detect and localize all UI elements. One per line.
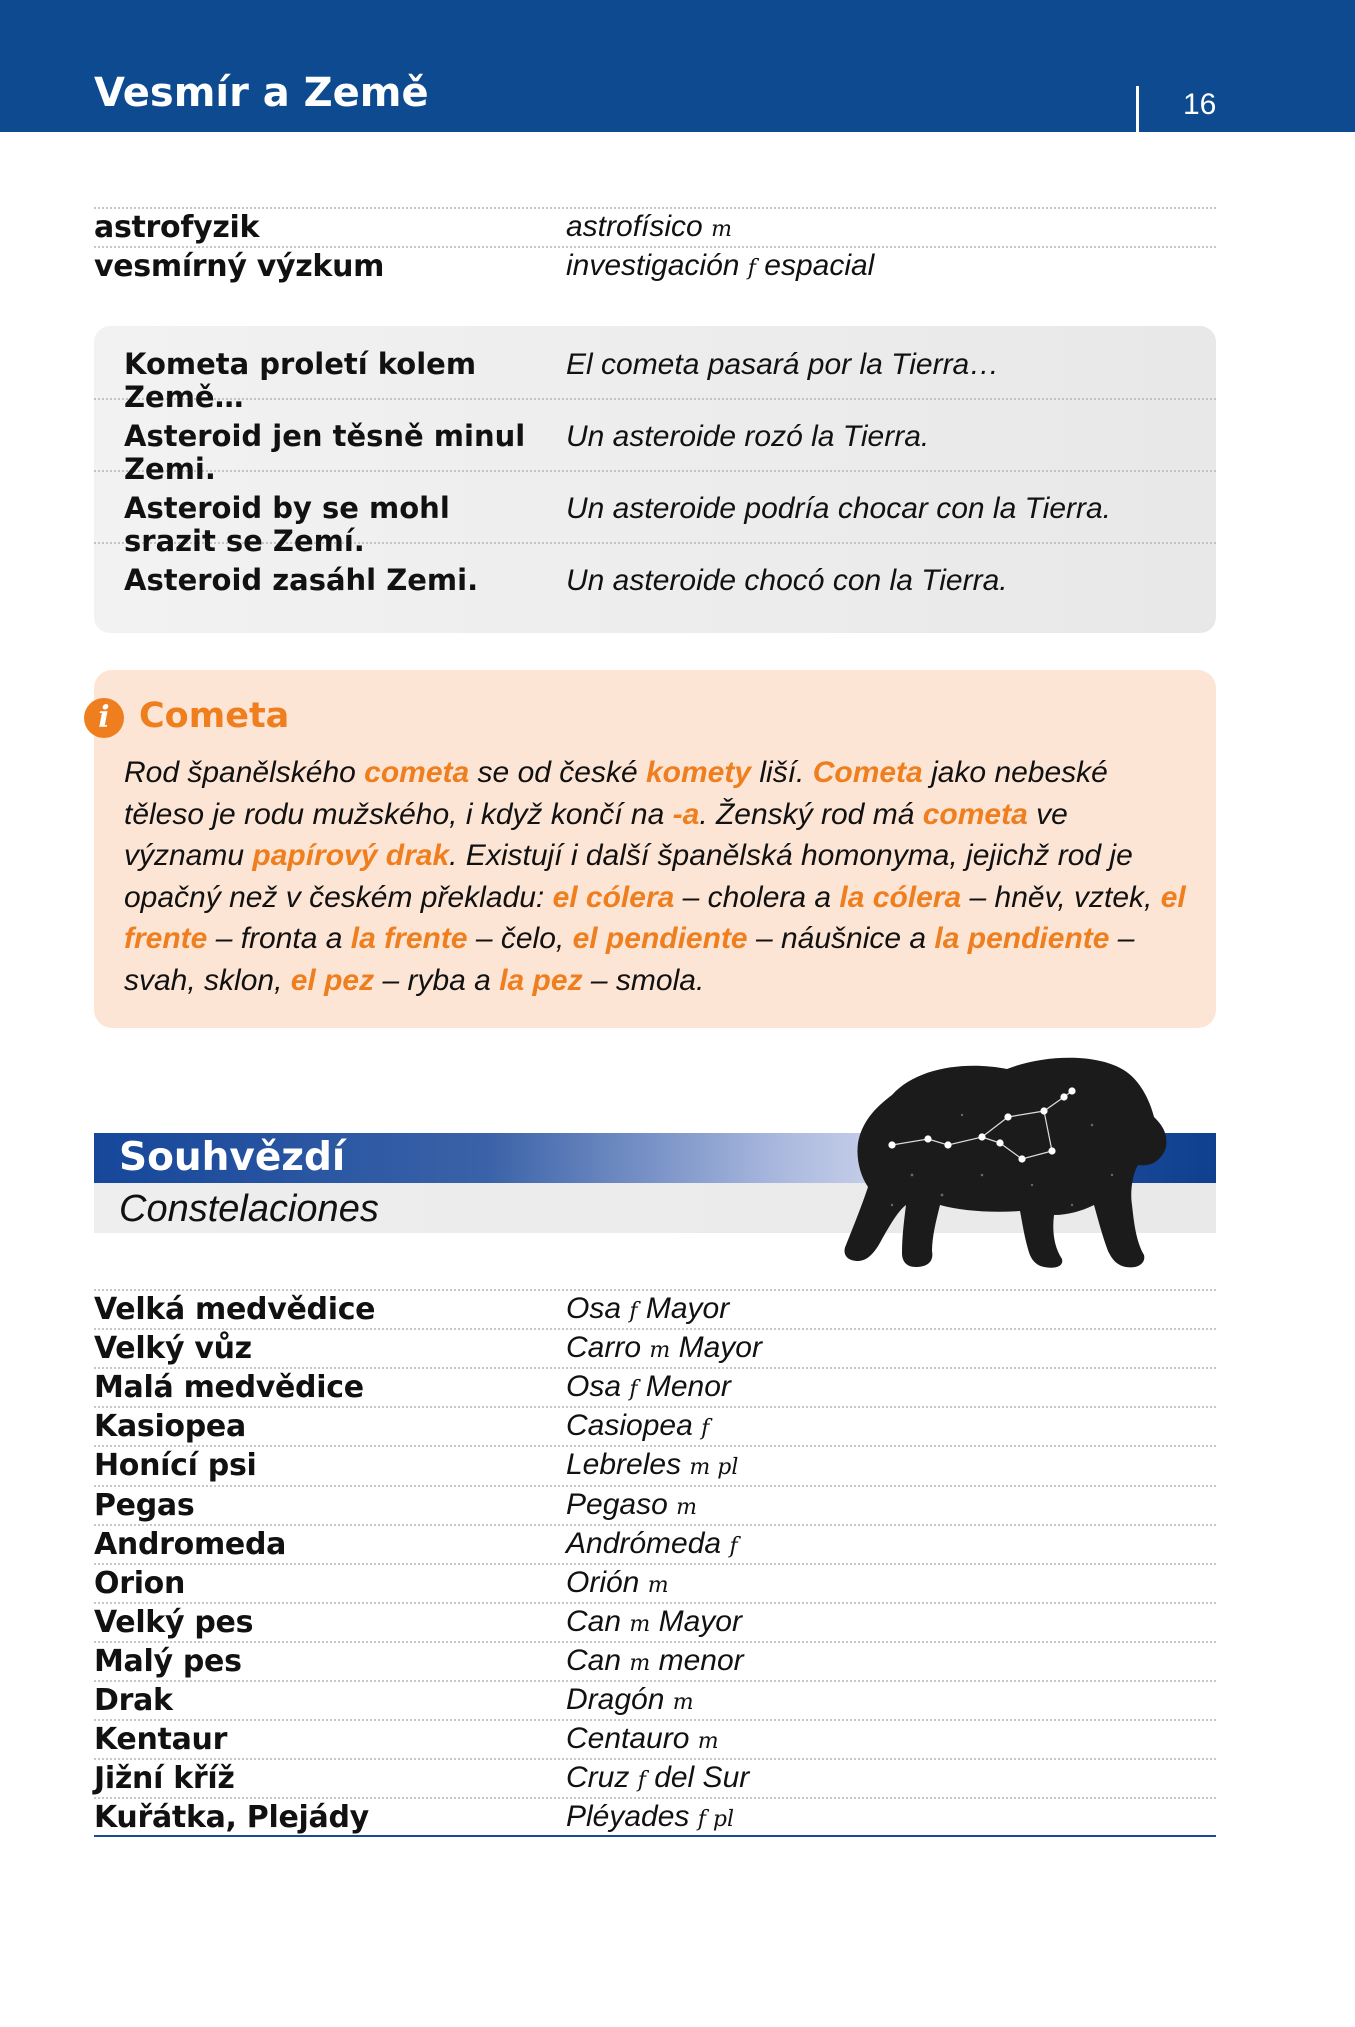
phrase-row <box>94 326 1216 414</box>
phrase-es: Un asteroide podría chocar con la Tierra. <box>566 492 1112 525</box>
gender-tag: m <box>711 217 732 242</box>
info-text-segment: – svah, sklon, <box>124 922 1135 997</box>
constellation-cz: Orion <box>94 1565 186 1601</box>
constellation-es: Can m Mayor <box>566 1604 742 1638</box>
gender-tag: f pl <box>697 1807 735 1833</box>
vocab-cz: astrofyzik <box>94 210 260 245</box>
constellation-cz: Jižní kříž <box>94 1761 235 1797</box>
gender-tag: f <box>701 1416 710 1442</box>
phrase-row <box>94 542 1216 614</box>
gender-tag: m <box>676 1494 697 1520</box>
info-title: Cometa <box>139 696 290 736</box>
info-text-segment: Rod španělského <box>124 756 365 789</box>
info-text <box>124 752 1194 1002</box>
phrase-cz: Asteroid jen těsně minul Zemi. <box>124 419 526 486</box>
highlight-term: el cólera <box>552 880 675 914</box>
info-text-segment: – ryba a <box>374 963 500 997</box>
highlight-term: la cólera <box>839 880 962 914</box>
info-text-segment: – hněv, vztek, <box>961 880 1161 914</box>
constellation-cz: Honící psi <box>94 1448 257 1484</box>
highlight-term: papírový drak <box>252 839 450 873</box>
constellation-row <box>94 1602 1216 1641</box>
phrase-cz: Kometa proletí kolem Země… <box>124 347 477 414</box>
constellation-row <box>94 1406 1216 1445</box>
constellation-cz: Kentaur <box>94 1722 228 1758</box>
phrase-es: Un asteroide rozó la Tierra. <box>566 420 930 453</box>
phrase-box <box>94 326 1216 633</box>
constellation-row <box>94 1524 1216 1563</box>
phrase-cz: Asteroid by se mohl srazit se Zemí. <box>124 491 450 558</box>
gender-tag: m <box>629 1611 651 1637</box>
gender-tag: f <box>629 1377 638 1403</box>
highlight-term: la pez <box>499 963 583 997</box>
constellation-es: Can m menor <box>566 1643 744 1677</box>
phrase-cz: Asteroid zasáhl Zemi. <box>124 563 479 597</box>
highlight-term: el frente <box>124 880 1186 956</box>
phrase-es: Un asteroide chocó con la Tierra. <box>566 564 1008 597</box>
constellation-row <box>94 1289 1216 1328</box>
constellation-row <box>94 1328 1216 1367</box>
constellation-cz: Malý pes <box>94 1643 242 1679</box>
info-text-segment: . Ženský rod má <box>699 797 923 831</box>
constellation-es: Centauro m <box>566 1722 719 1756</box>
constellation-cz: Andromeda <box>94 1526 287 1562</box>
info-text-segment: – cholera a <box>674 880 840 914</box>
constellation-row <box>94 1563 1216 1602</box>
constellation-cz: Velká medvědice <box>94 1292 376 1327</box>
vocab-es: astrofísico m <box>566 210 732 243</box>
section-subtitle: Constelaciones <box>119 1188 379 1230</box>
page-header <box>0 0 1355 132</box>
info-icon: i <box>84 698 124 738</box>
info-text-segment: ve významu <box>124 797 1068 873</box>
constellation-row <box>94 1445 1216 1484</box>
highlight-term: la pendiente <box>934 922 1110 956</box>
gender-tag: f <box>747 256 756 281</box>
info-text-segment: . Existují i další španělská homonyma, jejichž rod je opačný než v českém překladu: <box>124 839 1133 914</box>
gender-tag: f <box>729 1533 738 1559</box>
constellation-row <box>94 1641 1216 1680</box>
constellation-row <box>94 1485 1216 1524</box>
highlight-term: komety <box>645 756 752 789</box>
constellation-cz: Pegas <box>94 1487 195 1523</box>
vocab-cz: vesmírný výzkum <box>94 249 385 284</box>
vocab-row <box>94 246 1216 285</box>
highlight-term: el pez <box>290 963 375 997</box>
gender-tag: m <box>697 1729 719 1755</box>
constellation-es: Osa f Mayor <box>566 1292 730 1325</box>
constellation-row <box>94 1797 1216 1836</box>
info-text-segment: jako nebeské těleso je rodu mužského, i když končí na <box>124 756 1108 831</box>
highlight-term: -a <box>672 797 700 831</box>
info-text-segment: – fronta a <box>207 922 351 956</box>
constellation-cz: Velký pes <box>94 1604 254 1640</box>
constellation-row <box>94 1680 1216 1719</box>
gender-tag: m <box>649 1338 671 1364</box>
gender-tag: m pl <box>689 1455 739 1481</box>
info-text-segment: – náušnice a <box>747 922 935 956</box>
phrase-row <box>94 470 1216 558</box>
vocab-es: investigación f espacial <box>566 249 875 282</box>
constellation-es: Pegaso m <box>566 1487 697 1521</box>
info-text-segment: liší. <box>751 756 813 789</box>
vocab-row <box>94 207 1216 246</box>
constellation-es: Andrómeda f <box>566 1526 738 1560</box>
constellation-es: Pléyades f pl <box>566 1800 735 1834</box>
constellation-cz: Drak <box>94 1683 173 1718</box>
constellation-cz: Velký vůz <box>94 1331 252 1367</box>
constellation-es: Cruz f del Sur <box>566 1761 750 1795</box>
list-bottom-rule <box>94 1835 1216 1837</box>
highlight-term: Cometa <box>812 756 923 789</box>
constellation-es: Orión m <box>566 1565 669 1599</box>
page-number: 16 <box>1183 88 1217 121</box>
phrase-row <box>94 398 1216 486</box>
info-text-segment: se od české <box>469 756 646 789</box>
highlight-term: la frente <box>350 922 468 956</box>
constellation-es: Carro m Mayor <box>566 1331 762 1365</box>
constellation-row <box>94 1367 1216 1406</box>
constellation-es: Lebreles m pl <box>566 1448 739 1482</box>
header-divider <box>1136 86 1139 132</box>
constellation-cz: Kasiopea <box>94 1409 246 1445</box>
highlight-term: cometa <box>922 797 1028 831</box>
section-title: Souhvězdí <box>119 1135 346 1180</box>
constellation-es: Osa f Menor <box>566 1370 731 1404</box>
info-text-segment: – smola. <box>582 963 705 997</box>
bear-constellation-icon <box>832 1055 1168 1270</box>
phrase-es: El cometa pasará por la Tierra… <box>566 348 1000 381</box>
gender-tag: m <box>647 1572 669 1598</box>
info-text-segment: – čelo, <box>467 922 573 956</box>
constellation-row <box>94 1719 1216 1758</box>
highlight-term: cometa <box>364 756 470 789</box>
gender-tag: m <box>672 1690 694 1715</box>
gender-tag: f <box>637 1768 646 1794</box>
gender-tag: m <box>629 1650 651 1676</box>
constellation-row <box>94 1758 1216 1797</box>
constellation-cz: Malá medvědice <box>94 1370 364 1406</box>
constellation-es: Casiopea f <box>566 1409 710 1443</box>
constellation-cz: Kuřátka, Plejády <box>94 1800 369 1836</box>
chapter-title: Vesmír a Země <box>94 70 429 116</box>
constellation-es: Dragón m <box>566 1683 694 1716</box>
highlight-term: el pendiente <box>572 922 748 956</box>
gender-tag: f <box>629 1299 638 1324</box>
